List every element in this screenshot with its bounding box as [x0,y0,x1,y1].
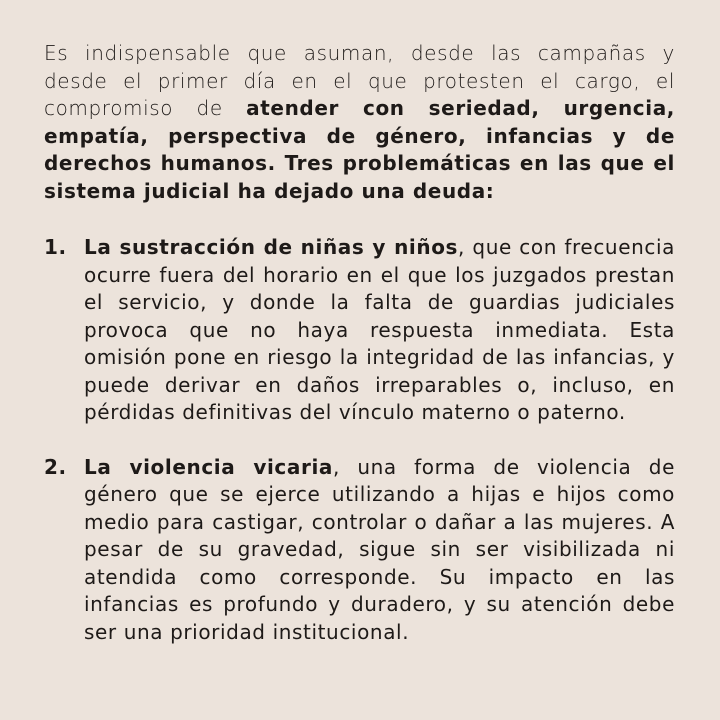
item-title: La sustracción de niñas y niños [84,235,459,259]
item-number: 2. [44,454,67,479]
document-body [44,40,675,646]
item-body: , que con frecuencia ocurre fuera del horario en el que los juzgados prestan el servicio, y donde la falta de guardias judiciales provoca que no haya respuesta inmediata. Esta omisión pone en riesgo la integridad de las infancias, y puede derivar en daños irreparables o, incluso, en pérdidas definitivas del vínculo materno o paterno. [84,235,675,424]
paragraph-spacer [44,205,675,234]
list-item [44,234,675,427]
item-body: , una forma de violencia de género que se ejerce utilizando a hijas e hijos como medio para castigar, controlar o dañar a las mujeres. A pesar de su gravedad, sigue sin ser visibilizada ni atendida como corresponde. Su impacto en las infancias es profundo y duradero, y su atención debe ser una prioridad institucional. [84,454,675,644]
list-item [44,454,675,647]
item-title: La violencia vicaria [84,454,333,479]
item-number: 1. [44,235,67,259]
intro-paragraph [44,40,675,205]
intro-text: Es indispensable que asuman, desde las campañas y desde el primer día en el que protesten el cargo, el compromiso de [44,41,675,120]
intro-bold-text: atender con seriedad, urgencia, empatía, perspectiva de género, infancias y de derechos humanos. Tres problemáticas en las que el sistema judicial ha dejado una deuda: [44,96,675,203]
problem-list [44,234,675,646]
